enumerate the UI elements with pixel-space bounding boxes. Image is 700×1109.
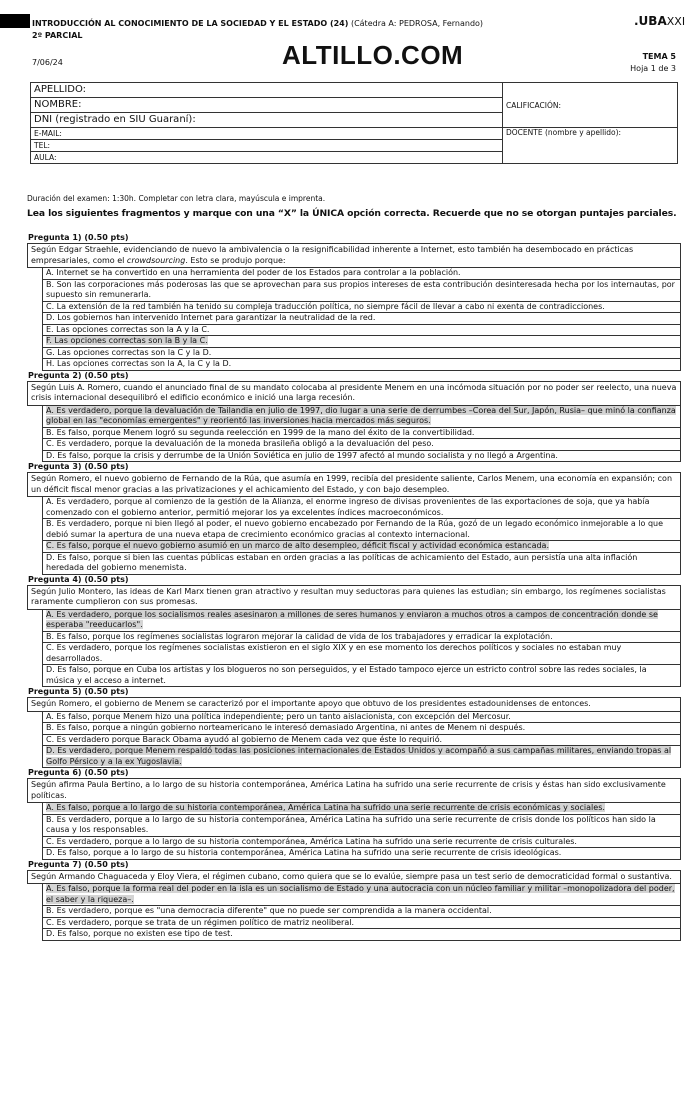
- answer-option-highlighted[interactable]: C. Es falso, porque el nuevo gobierno asumió en un marco de alto desempleo, déficit fiscal y actividad económica estancada.: [42, 541, 681, 553]
- answer-option[interactable]: G. Las opciones correctas son la C y la D.: [42, 348, 681, 360]
- answer-option-highlighted[interactable]: A. Es falso, porque la forma real del poder en la isla es un socialismo de Estado y una autocracia con un núcleo familiar y militar –monopolizadora del poder, el saber y la riqueza–.: [42, 884, 681, 906]
- answer-option[interactable]: B. Es falso, porque los regímenes socialistas lograron mejorar la calidad de vida de los trabajadores y erradicar la explotación.: [42, 632, 681, 644]
- answer-option[interactable]: B. Es falso, porque a ningún gobierno norteamericano le interesó demasiado Argentina, ni antes de Menem ni después.: [42, 723, 681, 735]
- answer-options: [42, 610, 681, 688]
- tel-field[interactable]: TEL:: [31, 140, 503, 152]
- question-block: [27, 687, 681, 768]
- answer-option[interactable]: B. Es verdadero, porque es "una democracia diferente" que no puede ser comprendida a la manera occidental.: [42, 906, 681, 918]
- answer-option[interactable]: C. Es verdadero, porque a lo largo de su historia contemporánea, América Latina ha sufrido una serie recurrente de crisis culturales.: [42, 837, 681, 849]
- question-label: Pregunta 4) (0.50 pts): [28, 574, 129, 584]
- answer-options: [42, 497, 681, 575]
- question-stem: Según Julio Montero, las ideas de Karl Marx tienen gran atractivo y resultan muy seductoras para quienes las estudian; sin embargo, los regímenes socialistas raramente cumplieron con sus promesas.: [27, 585, 681, 610]
- answer-options: [42, 884, 681, 941]
- answer-option-highlighted[interactable]: D. Es verdadero, porque Menem respaldó todas las posiciones internacionales de Estados Unidos y acompañó a sus campañas militares, enviando tropas al Golfo Pérsico y a la ex Yugoslavia.: [42, 746, 681, 768]
- questions-area: [27, 233, 681, 941]
- question-stem: Según Romero, el gobierno de Menem se caracterizó por el importante apoyo que obtuvo de los presidentes estadounidenses de entonces.: [27, 697, 681, 712]
- answer-option[interactable]: B. Es verdadero, porque ni bien llegó al poder, el nuevo gobierno encabezado por Fernando de la Rúa, gozó de un legado económico inmejorable a lo que debió sumar la apertura de una nueva etapa de crecimiento económico gracias al contexto internacional.: [42, 519, 681, 541]
- email-field[interactable]: E-MAIL:: [31, 128, 503, 140]
- duration-note: Duración del examen: 1:30h. Completar con letra clara, mayúscula e imprenta.: [27, 194, 326, 203]
- nombre-field[interactable]: NOMBRE:: [31, 98, 503, 113]
- answer-option[interactable]: D. Es falso, porque no existen ese tipo de test.: [42, 929, 681, 941]
- exam-date: 7/06/24: [32, 58, 63, 67]
- answer-option[interactable]: C. Es verdadero, porque la devaluación de la moneda brasileña obligó a la devaluación del peso.: [42, 439, 681, 451]
- question-label: Pregunta 1) (0.50 pts): [28, 233, 129, 242]
- page-count: Hoja 1 de 3: [630, 64, 676, 73]
- answer-option[interactable]: C. Es verdadero, porque se trata de un régimen político de matriz neoliberal.: [42, 918, 681, 930]
- question-block: [27, 860, 681, 941]
- answer-option[interactable]: B. Es verdadero, porque a lo largo de su historia contemporánea, América Latina ha sufrido una serie recurrente de crisis donde los políticos han sido la causa y los responsables.: [42, 815, 681, 837]
- exam-name: 2º PARCIAL: [32, 31, 83, 40]
- question-label: Pregunta 5) (0.50 pts): [28, 687, 129, 696]
- answer-option[interactable]: D. Es falso, porque si bien las cuentas públicas estaban en orden gracias a las políticas de achicamiento del Estado, aun persistía una alta inflación heredada del gobierno menemista.: [42, 553, 681, 575]
- answer-options: [42, 268, 681, 371]
- answer-option[interactable]: C. Es verdadero porque Barack Obama ayudó al gobierno de Menem cada vez que éste lo requirió.: [42, 735, 681, 747]
- question-block: [27, 233, 681, 371]
- catedra-label: (Cátedra A: PEDROSA, Fernando): [348, 19, 484, 28]
- answer-option[interactable]: A. Internet se ha convertido en una herramienta del poder de los Estados para controlar a la población.: [42, 268, 681, 280]
- answer-option[interactable]: C. Es verdadero, porque los regímenes socialistas existieron en el siglo XIX y en ese momento los derechos políticos y sociales no estaban muy desarrollados.: [42, 643, 681, 665]
- answer-option[interactable]: A. Es falso, porque Menem hizo una política independiente; pero un tanto aislacionista, con excepción del Mercosur.: [42, 712, 681, 724]
- answer-option[interactable]: D. Es falso, porque la crisis y derrumbe de la Unión Soviética en julio de 1997 afectó al mundo socialista y no llegó a Argentina.: [42, 451, 681, 463]
- tema-label: TEMA 5: [642, 52, 676, 61]
- answer-option[interactable]: D. Es falso, porque en Cuba los artistas y los blogueros no son perseguidos, y el Estado tampoco ejerce un estricto control sobre las redes sociales, la música y el acceso a internet.: [42, 665, 681, 687]
- answer-option[interactable]: H. Las opciones correctas son la A, la C y la D.: [42, 359, 681, 371]
- aula-field[interactable]: AULA:: [31, 152, 503, 164]
- answer-option[interactable]: D. Los gobiernos han intervenido Internet para garantizar la neutralidad de la red.: [42, 313, 681, 325]
- course-title: INTRODUCCIÓN AL CONOCIMIENTO DE LA SOCIEDAD Y EL ESTADO (24) (Cátedra A: PEDROSA, Fernando): [32, 19, 484, 28]
- answer-option-highlighted[interactable]: A. Es verdadero, porque la devaluación de Tailandia en julio de 1997, dio lugar a una serie de derrumbes –Corea del Sur, Japón, Rusia– que minó la confianza global en las "economías emergentes" y reorientó las inversiones hacia mercados más seguros.: [42, 406, 681, 428]
- question-block: [27, 462, 681, 575]
- answer-option[interactable]: C. La extensión de la red también ha tenido su compleja traducción política, no siempre fácil de llevar a cabo ni exenta de contradicciones.: [42, 302, 681, 314]
- student-info-form: [30, 82, 678, 164]
- answer-option[interactable]: B. Son las corporaciones más poderosas las que se aprovechan para sus propios intereses de esta contribución desinteresada hecha por los internautas, por supuesto sin remunerarla.: [42, 280, 681, 302]
- answer-options: [42, 406, 681, 463]
- calificacion-field[interactable]: CALIFICACIÓN:: [503, 83, 678, 128]
- question-label: Pregunta 2) (0.50 pts): [28, 370, 129, 380]
- question-stem: Según Armando Chaguaceda y Eloy Viera, el régimen cubano, como quiera que se lo evalúe, siempre pasa un test serio de democraticidad formal o sustantiva.: [27, 870, 681, 885]
- question-label: Pregunta 7) (0.50 pts): [28, 859, 129, 869]
- answer-option[interactable]: B. Es falso, porque Menem logró su segunda reelección en 1999 de la mano del éxito de la convertibilidad.: [42, 428, 681, 440]
- question-stem: Según Edgar Straehle, evidenciando de nuevo la ambivalencia o la resignificabilidad inherente a Internet, esto también ha desembocado en prácticas empresariales, como el crowdsourcing. Esto se produjo porque:: [27, 243, 681, 268]
- main-instructions: Lea los siguientes fragmentos y marque con una “X” la ÚNICA opción correcta. Recuerde que no se otorgan puntajes parciales.: [27, 208, 677, 219]
- question-block: [27, 575, 681, 688]
- question-stem: Según afirma Paula Bertino, a lo largo de su historia contemporánea, América Latina ha sufrido una serie recurrente de crisis y éstas han sido exclusivamente políticas.: [27, 778, 681, 803]
- answer-option-highlighted[interactable]: A. Es verdadero, porque los socialismos reales asesinaron a millones de seres humanos y enviaron a muchos otros a campos de concentración donde se esperaba "reeducarlos".: [42, 610, 681, 632]
- question-block: [27, 371, 681, 463]
- answer-options: [42, 803, 681, 860]
- answer-option[interactable]: D. Es falso, porque a lo largo de su historia contemporánea, América Latina ha sufrido una serie recurrente de crisis ideológicas.: [42, 848, 681, 860]
- question-label: Pregunta 6) (0.50 pts): [28, 768, 129, 777]
- answer-option[interactable]: A. Es verdadero, porque al comienzo de la gestión de la Alianza, el enorme ingreso de divisas provenientes de las exportaciones de soja, que ya había comenzado con el gobierno anterior, permitió mejorar los ya excelentes índices macroeconómicos.: [42, 497, 681, 519]
- tema-block: [600, 51, 676, 75]
- uba-logo: .UBAXXI: [634, 14, 686, 28]
- docente-field[interactable]: DOCENTE (nombre y apellido):: [503, 128, 678, 164]
- dni-field[interactable]: DNI (registrado en SIU Guaraní):: [31, 113, 503, 128]
- question-label: Pregunta 3) (0.50 pts): [28, 462, 129, 471]
- answer-options: [42, 712, 681, 769]
- apellido-field[interactable]: APELLIDO:: [31, 83, 503, 98]
- answer-option-highlighted[interactable]: F. Las opciones correctas son la B y la C.: [42, 336, 681, 348]
- question-stem: Según Romero, el nuevo gobierno de Fernando de la Rúa, que asumía en 1999, recibía del presidente saliente, Carlos Menem, una economía en expansión; con un déficit fiscal menor gracias a las privatizaciones y el achicamiento del Estado, y con bajo desempleo.: [27, 472, 681, 497]
- answer-option[interactable]: E. Las opciones correctas son la A y la C.: [42, 325, 681, 337]
- header-black-bar: [0, 14, 30, 28]
- question-block: [27, 768, 681, 860]
- question-stem: Según Luis A. Romero, cuando el anunciado final de su mandato colocaba al presidente Menem en una incómoda situación por no poder ser reelecto, una nueva crisis internacional desequilibró el edificio económico e inició una larga recesión.: [27, 381, 681, 406]
- site-watermark: ALTILLO.COM: [282, 40, 464, 70]
- answer-option-highlighted[interactable]: A. Es falso, porque a lo largo de su historia contemporánea, América Latina ha sufrido una serie recurrente de crisis económicas y sociales.: [42, 803, 681, 815]
